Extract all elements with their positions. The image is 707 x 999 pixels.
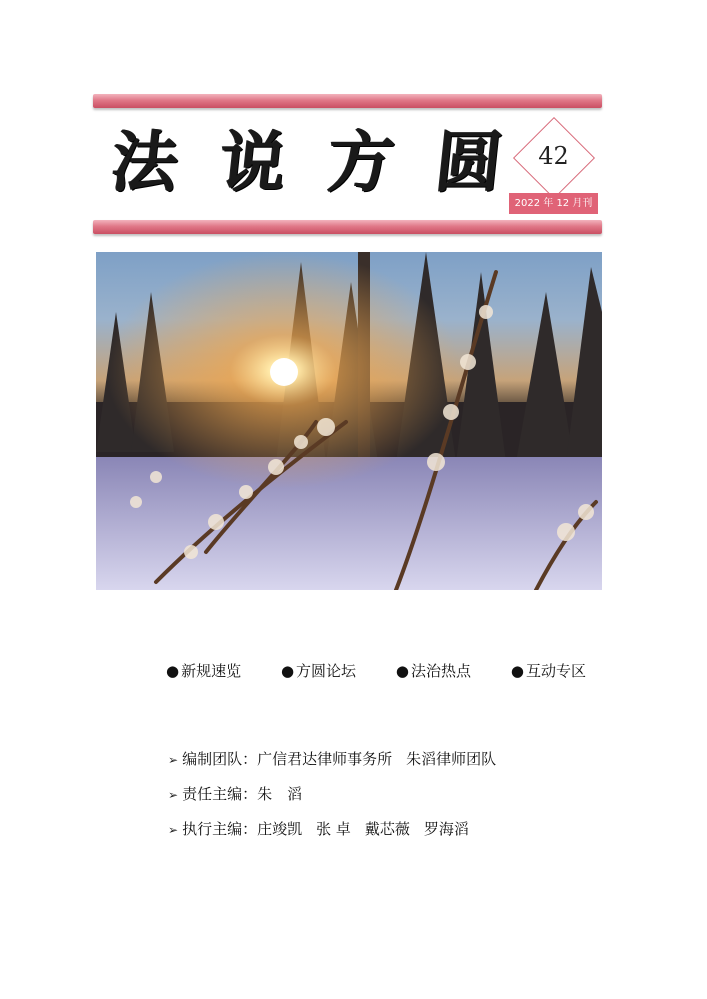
topic-item: ● 法治热点: [396, 660, 471, 681]
credit-value: 朱滔律师团队: [406, 750, 497, 768]
topic-item: ● 方圆论坛: [281, 660, 356, 681]
arrow-icon: ➢: [168, 823, 179, 837]
cover-photo-frosted-plants-sunset: [96, 252, 602, 590]
credit-row-editor: [168, 783, 510, 818]
title-char-2: 说: [215, 123, 291, 201]
credits-block: [168, 748, 510, 853]
top-decorative-bar: [93, 94, 602, 108]
title-char-3: 方: [323, 123, 399, 201]
topic-list: [166, 660, 586, 681]
credit-value: 朱 滔: [257, 785, 303, 803]
topic-item: ● 新规速览: [166, 660, 241, 681]
bottom-decorative-bar: [93, 220, 602, 234]
topic-item: ● 互动专区: [511, 660, 586, 681]
arrow-icon: ➢: [168, 788, 179, 802]
credit-row-team: [168, 748, 510, 783]
magazine-title: [107, 122, 507, 202]
issue-number: 42: [538, 142, 569, 170]
arrow-icon: ➢: [168, 753, 179, 767]
credit-value: 罗海滔: [423, 820, 469, 838]
issue-date-badge: 2022 年 12 月刊: [509, 193, 598, 214]
cover-photo-illustration: [96, 252, 602, 590]
title-char-1: 法: [107, 123, 183, 201]
credit-row-exec: [168, 818, 510, 853]
credit-label: 责任主编：: [182, 785, 258, 803]
credit-value: 张 卓: [316, 820, 351, 838]
credit-label: 执行主编：: [182, 820, 258, 838]
credit-label: 编制团队：: [182, 750, 258, 768]
title-char-4: 圆: [431, 123, 507, 201]
credit-value: 庄竣凯: [257, 820, 303, 838]
credit-value: 戴芯薇: [364, 820, 410, 838]
credit-value: 广信君达律师事务所: [257, 750, 393, 768]
